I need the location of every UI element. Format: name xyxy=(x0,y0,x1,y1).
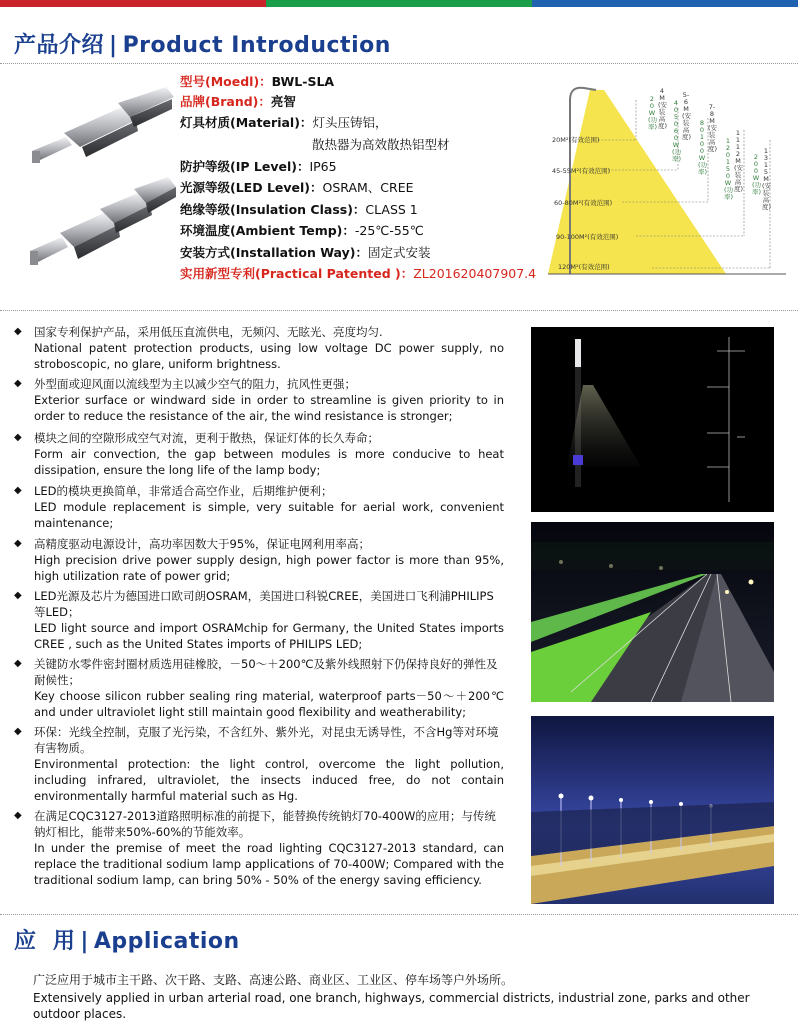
feature-item: ◆ 在满足CQC3127-2013道路照明标准的前提下，能替换传统钠灯70-400W的应用；与传统钠灯相比，能带来50%-60%的节能效率。 In under the premise of meet the road lighting CQC3127-2013 standard, can replace the traditional sodium lamp applications of 70-400W; Compared with the traditional sodium lamp, can bring 50% - 50% of the energy saving efficiency. xyxy=(14,809,504,887)
spec-insulation: 绝缘等级(Insulation Class)：CLASS 1 xyxy=(180,202,418,217)
product-image-small-lamp xyxy=(26,85,176,180)
col-13-15m: 13 15M(安装高度) xyxy=(762,147,772,211)
divider xyxy=(0,914,798,915)
product-intro-title xyxy=(14,28,391,59)
col-5-6m: 5-6M(安装高度) xyxy=(682,91,692,141)
spec-model: 型号(Moedl)：BWL-SLA xyxy=(180,74,335,89)
range-90-100: 90-100M²(有效范围) xyxy=(556,233,619,241)
application-title xyxy=(14,924,240,955)
spec-material-cont: 散热器为高效散热铝型材 xyxy=(312,137,450,152)
feature-item: ◆ LED光源及芯片为德国进口欧司朗OSRAM，美国进口科锐CREE，美国进口飞利浦PHILIPS 等LED； LED light source and import OSRAMchip for Germany, the United States imports CREE , such as the United States imports of PHILIPS LED; xyxy=(14,589,504,651)
spec-brand: 品牌(Brand)：亮智 xyxy=(180,94,296,109)
title-separator: | xyxy=(109,33,118,58)
feature-item: ◆ 模块之间的空隙形成空气对流，更利于散热，保证灯体的长久寿命； Form air convection, the gap between modules is more conducive to heat dissipation, ensure the long life of the lamp body; xyxy=(14,431,504,477)
photo-streetlight-night xyxy=(531,327,774,512)
title-cn: 应 用 xyxy=(14,929,76,954)
product-image-large-lamp xyxy=(26,175,176,275)
col-4m: 4M(安装高度) xyxy=(658,87,668,130)
col-120-150w: 120 150W(功率) xyxy=(724,137,734,201)
spec-material: 灯具材质(Material)：灯头压铸铝， xyxy=(180,115,388,130)
spec-installation: 安装方式(Installation Way)：固定式安装 xyxy=(180,245,431,260)
col-7-8m: 7-8M(安装高度) xyxy=(708,103,718,153)
feature-item: ◆ LED的模块更换简单，非常适合高空作业，后期维护便利； LED module replacement is simple, very suitable for aerial work, convenient maintenance; xyxy=(14,484,504,530)
feature-item: ◆ 环保：光线全控制，克服了光污染，不含红外、紫外光，对昆虫无诱导性，不含Hg等对环境有害物质。 Environmental protection: the light control, overcome the light pollution, including infrared, ultraviolet, the insects induced free, do not contain environmentally harmful material such as Hg. xyxy=(14,725,504,803)
title-en: Application xyxy=(93,929,240,954)
title-separator: | xyxy=(80,929,89,954)
range-45-55: 45-55M²(有效范围) xyxy=(552,167,611,175)
col-20w: 20W(功率) xyxy=(648,95,658,131)
range-20: 20M²(有效范围) xyxy=(552,136,600,144)
col-11-12m: 11 12M(安装高度) xyxy=(734,129,744,193)
feature-item: ◆ 外型面或迎风面以流线型为主以减少空气的阻力，抗风性更强； Exterior surface or windward side in order to streamline is given priority to in order to reduce the resistance of the air, the wind resistance is stronger; xyxy=(14,377,504,423)
divider xyxy=(0,63,798,64)
title-cn: 产品介绍 xyxy=(14,33,105,58)
spec-ip-level: 防护等级(IP Level)：IP65 xyxy=(180,159,337,174)
spec-ambient-temp: 环境温度(Ambient Temp)：-25℃-55℃ xyxy=(180,223,424,238)
range-60-80: 60-80M²(有效范围) xyxy=(554,199,613,207)
photo-highway-night xyxy=(531,522,774,702)
lighting-coverage-diagram xyxy=(548,78,786,284)
col-200w: 200W(功率) xyxy=(752,153,762,196)
feature-item: ◆ 关键防水零件密封圈材质选用硅橡胶，－50～＋200℃及紫外线照射下仍保持良好的弹性及耐候性； Key choose silicon rubber sealing ring material, waterproof parts－50～＋200℃ and under ultraviolet light still maintain good flexibility and weatherability; xyxy=(14,657,504,719)
feature-item: ◆ 国家专利保护产品，采用低压直流供电，无频闪、无眩光、亮度均匀. National patent protection products, using low voltage DC power supply, no stroboscopic, no glare, uniform brightness. xyxy=(14,325,504,371)
title-en: Product Introduction xyxy=(122,33,391,58)
range-120: 120M²(有效范围) xyxy=(558,263,610,271)
application-text-cn: 广泛应用于城市主干路、次干路、支路、高速公路、商业区、工业区、停车场等户外场所。 xyxy=(33,973,514,987)
divider xyxy=(0,310,798,311)
spec-patent: 实用新型专利(Practical Patented )：ZL201620407907.4 xyxy=(180,266,537,281)
application-text-en: Extensively applied in urban arterial road, one branch, highways, commercial districts, industrial zone, parks and other outdoor places. xyxy=(33,991,750,1021)
top-color-bar xyxy=(0,0,798,7)
feature-item: ◆ 高精度驱动电源设计，高功率因数大于95%，保证电网利用率高； High precision drive power supply design, high power factor is more than 95%, high utilization rate of power grid; xyxy=(14,537,504,583)
spec-led-level: 光源等级(LED Level)：OSRAM、CREE xyxy=(180,180,414,195)
photo-bridge-night xyxy=(531,716,774,904)
col-80-100w: 80 100W(功率) xyxy=(698,119,708,176)
col-40-60w: 40 50 60W(功率) xyxy=(672,99,682,163)
